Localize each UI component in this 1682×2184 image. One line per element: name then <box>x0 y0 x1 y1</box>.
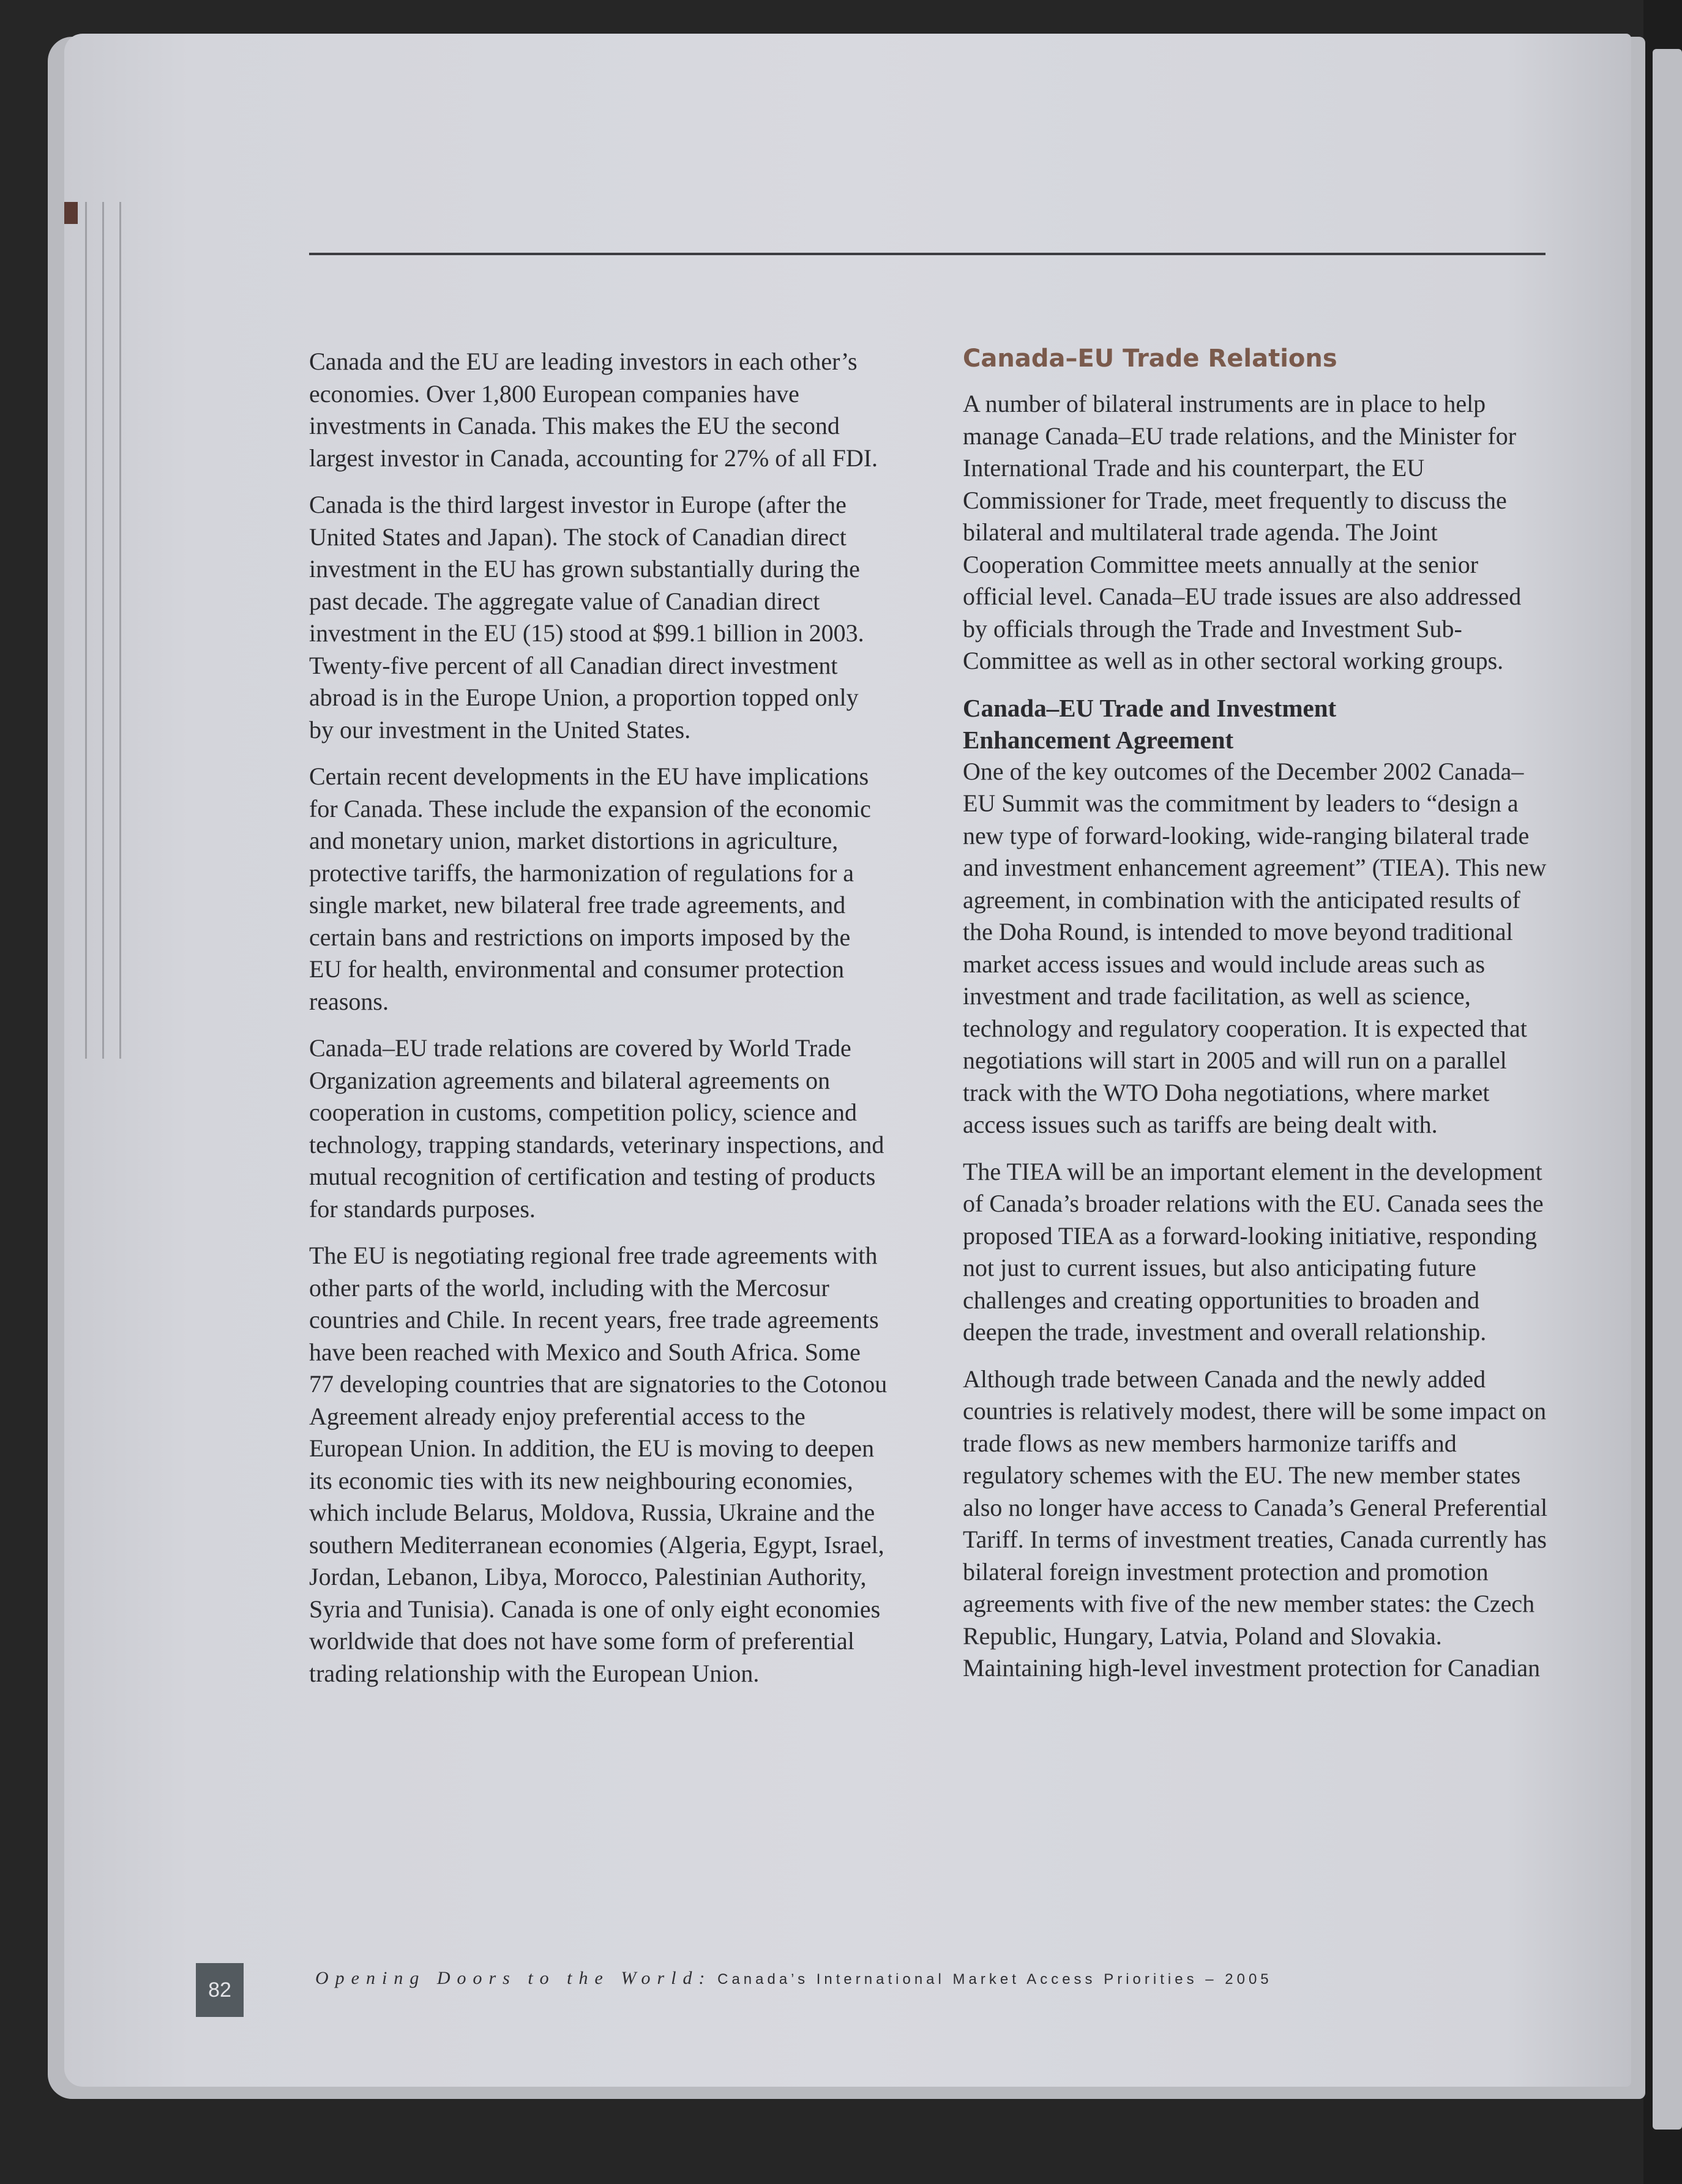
paragraph: A number of bilateral instruments are in place to help manage Canada–EU trade relations, and the Minister for International Trade and his counterpart, the EU Commissioner for Trade, meet frequently to discuss the bilateral and multilateral trade agenda. The Joint Cooperation Committee meets annually at the senior official level. Canada–EU trade issues are also addressed by officials through the Trade and Investment Sub-Committee as well as in other sectoral working groups. <box>963 390 1522 674</box>
section-heading: Canada–EU Trade Relations <box>963 345 1337 373</box>
page-edge-lines <box>77 202 132 1059</box>
paragraph: Canada is the third largest investor in Europe (after the United States and Japan). The stock of Canadian direct investment in the EU has grown substantially during the past decade. The aggregate value of Canadian direct investment in the EU (15) stood at $99.1 billion in 2003. Twenty-five percent of all Canadian direct investment abroad is in the Europe Union, a proportion topped only by our investment in the United States. <box>309 491 864 744</box>
footer-title-italic: Opening Doors to the World: <box>315 1968 712 1988</box>
paragraph: The TIEA will be an important element in the development of Canada’s broader relations with the EU. Canada sees the proposed TIEA as a forward-looking initiative, responding not just to current issues, but also anticipating future challenges and creating opportunities to broaden and deepen the trade, investment and overall relationship. <box>963 1157 1544 1346</box>
paragraph: Although trade between Canada and the newly added countries is relatively modest, there will be some impact on trade flows as new members harmonize tariffs and regulatory schemes with the EU. The new member states also no longer have access to Canada’s General Preferential Tariff. In terms of investment treaties, Canada currently has bilateral foreign investment protection and promotion agreements with five of the new member states: the Czech Republic, Hungary, Latvia, Poland and Slovakia. Maintaining high-level investment protection for Canadian <box>963 1365 1548 1682</box>
paragraph: Canada and the EU are leading investors in each other’s economies. Over 1,800 European companies have investments in Canada. This makes the EU the second largest investor in Canada, accounting for 27% of all FDI. <box>309 348 878 472</box>
tab-marker <box>64 202 78 224</box>
subheading-line: Enhancement Agreement <box>963 725 1234 754</box>
paragraph: Canada–EU trade relations are covered by World Trade Organization agreements and bilateral agreements on cooperation in customs, competition policy, science and technology, trapping standards, veterinary inspections, and mutual recognition of certification and testing of products for standards purposes. <box>309 1034 884 1223</box>
paragraph: One of the key outcomes of the December 2002 Canada–EU Summit was the commitment by leaders to “design a new type of forward-looking, wide-ranging bilateral trade and investment enhancement agreement” (TIEA). This new agreement, in combination with the anticipated results of the Doha Round, is intended to move beyond traditional market access issues and would include areas such as investment and trade facilitation, as well as science, technology and regulatory cooperation. It is expected that negotiations will start in 2005 and will run on a parallel track with the WTO Doha negotiations, where market access issues such as tariffs are being dealt with. <box>963 757 1547 1138</box>
page-number: 82 <box>196 1963 244 2017</box>
header-rule <box>309 253 1546 255</box>
running-footer <box>315 1967 1601 1989</box>
left-column <box>309 346 888 1704</box>
right-column <box>963 343 1550 1699</box>
footer-title-rest: Canada’s International Market Access Priorities – 2005 <box>717 1971 1273 1988</box>
paragraph: The EU is negotiating regional free trade agreements with other parts of the world, including with the Mercosur countries and Chile. In recent years, free trade agreements have been reached with Mexico and South Africa. Some 77 developing countries that are signatories to the Cotonou Agreement already enjoy preferential access to the European Union. In addition, the EU is moving to deepen its economic ties with its new neighbouring economies, which include Belarus, Moldova, Russia, Ukraine and the southern Mediterranean economies (Algeria, Egypt, Israel, Jordan, Lebanon, Libya, Morocco, Palestinian Authority, Syria and Tunisia). Canada is one of only eight economies worldwide that does not have some form of preferential trading relationship with the European Union. <box>309 1242 888 1687</box>
paragraph: Certain recent developments in the EU have implications for Canada. These include the expansion of the economic and monetary union, market distortions in agriculture, protective tariffs, the harmonization of regulations for a single market, new bilateral free trade agreements, and certain bans and restrictions on imports imposed by the EU for health, environmental and consumer protection reasons. <box>309 762 871 1015</box>
subheading-line: Canada–EU Trade and Investment <box>963 693 1337 722</box>
facing-page-strip <box>1653 49 1682 2130</box>
